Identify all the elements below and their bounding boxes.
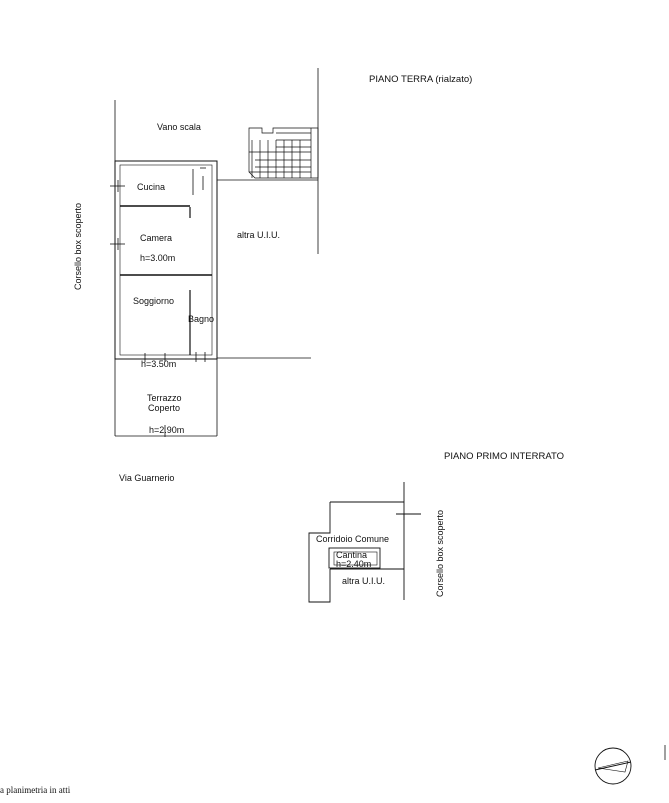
stair-label: Vano scala [157,122,201,132]
cellar-label: Cantina [336,550,368,560]
room-living-label: Soggiorno [133,296,175,306]
terrace-label-line2: Coperto [148,403,181,413]
basement-side-label: Corsello box scoperto [435,509,445,597]
staircase [249,128,318,178]
street-label: Via Guarnerio [119,473,175,483]
ground-floor-title: PIANO TERRA (rialzato) [369,74,473,85]
room-kitchen-label: Cucina [137,182,166,192]
floor-height-label: h=3.50m [141,359,177,369]
room-bedroom-label: Camera [140,233,173,243]
basement-other-unit-label: altra U.I.U. [342,576,386,586]
terrace-label-line1: Terrazzo [147,393,182,403]
room-bath-label: Bagno [188,314,215,324]
bedroom-height-label: h=3.00m [140,253,176,263]
basement-title: PIANO PRIMO INTERRATO [444,451,564,462]
terrace-height-label: h=2.90m [149,425,185,435]
cellar-height-label: h=2.40m [336,559,372,569]
ground-side-label: Corsello box scoperto [73,202,83,290]
north-arrow-icon [595,748,631,784]
ground-other-unit-label: altra U.I.U. [237,230,281,240]
corridor-label: Corridoio Comune [316,534,390,544]
footer-note: a planimetria in atti [0,785,71,795]
